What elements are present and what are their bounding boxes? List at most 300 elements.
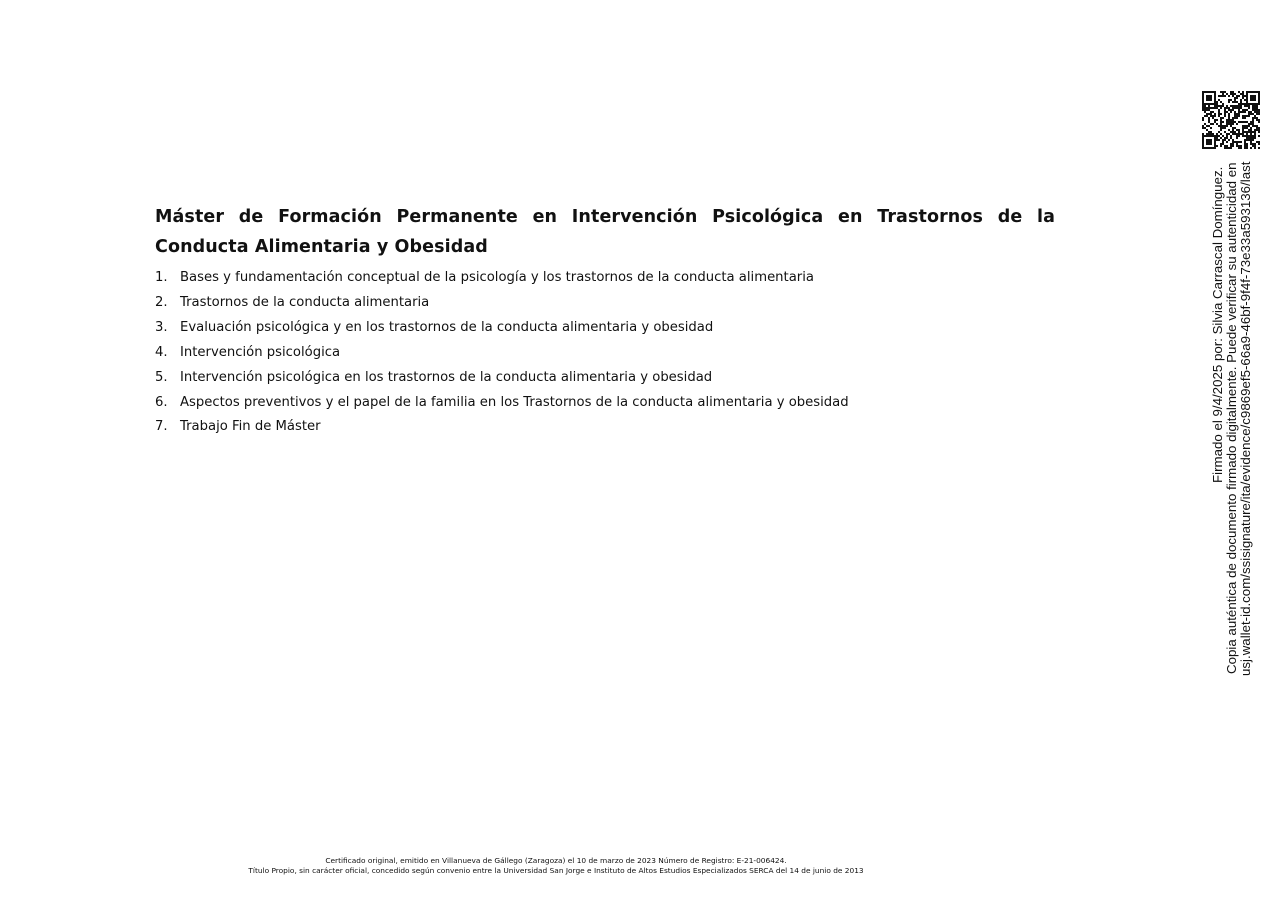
qr-module xyxy=(1228,119,1230,121)
list-item-label: Intervención psicológica xyxy=(180,344,341,360)
certificate-footer xyxy=(0,856,1112,876)
qr-module xyxy=(1228,117,1230,119)
qr-module xyxy=(1230,109,1232,111)
list-item xyxy=(155,316,1055,341)
qr-module xyxy=(1244,109,1246,111)
qr-module xyxy=(1208,91,1210,93)
qr-module xyxy=(1244,125,1246,127)
qr-module xyxy=(1204,109,1206,111)
qr-module xyxy=(1250,137,1252,139)
qr-module xyxy=(1238,91,1240,93)
qr-module xyxy=(1232,141,1234,143)
qr-module xyxy=(1244,99,1246,101)
qr-module xyxy=(1258,99,1260,101)
qr-module xyxy=(1244,141,1246,143)
list-item-label: Aspectos preventivos y el papel de la familia en los Trastornos de la conducta alimentaria y obesidad xyxy=(180,394,849,410)
qr-module xyxy=(1248,103,1250,105)
qr-module xyxy=(1232,121,1234,123)
qr-module xyxy=(1210,113,1212,115)
qr-module xyxy=(1258,121,1260,123)
qr-module xyxy=(1206,95,1208,97)
qr-module xyxy=(1218,111,1220,113)
qr-module xyxy=(1216,137,1218,139)
qr-module xyxy=(1258,127,1260,129)
qr-module xyxy=(1250,147,1252,149)
qr-module xyxy=(1242,117,1244,119)
qr-module xyxy=(1254,147,1256,149)
qr-module xyxy=(1216,119,1218,121)
qr-module xyxy=(1246,99,1248,101)
qr-module xyxy=(1236,135,1238,137)
qr-module xyxy=(1218,95,1220,97)
qr-module xyxy=(1244,117,1246,119)
qr-module xyxy=(1230,125,1232,127)
qr-module xyxy=(1218,105,1220,107)
qr-module xyxy=(1252,123,1254,125)
qr-module xyxy=(1242,121,1244,123)
qr-module xyxy=(1256,111,1258,113)
qr-module xyxy=(1208,109,1210,111)
qr-module xyxy=(1204,123,1206,125)
qr-module xyxy=(1212,117,1214,119)
qr-module xyxy=(1236,129,1238,131)
qr-module xyxy=(1248,91,1250,93)
qr-module xyxy=(1228,139,1230,141)
qr-module xyxy=(1210,99,1212,101)
qr-module xyxy=(1206,133,1208,135)
qr-module xyxy=(1254,145,1256,147)
qr-module xyxy=(1246,91,1248,93)
qr-module xyxy=(1246,139,1248,141)
qr-module xyxy=(1210,147,1212,149)
qr-module xyxy=(1254,143,1256,145)
qr-module xyxy=(1228,129,1230,131)
qr-module xyxy=(1214,103,1216,105)
list-item xyxy=(155,391,1055,416)
qr-module xyxy=(1206,107,1208,109)
qr-module xyxy=(1202,91,1204,93)
signature-line-url[interactable]: usj.wallet-id.com/ssisignature/ita/evidence/c9869ef5-66a9-46bf-9f4f-73e33a593136/last xyxy=(1238,161,1253,676)
qr-module xyxy=(1234,105,1236,107)
qr-module xyxy=(1210,127,1212,129)
qr-module xyxy=(1202,127,1204,129)
list-item xyxy=(155,415,1055,440)
qr-module xyxy=(1228,113,1230,115)
qr-module xyxy=(1206,141,1208,143)
qr-module xyxy=(1256,91,1258,93)
qr-module xyxy=(1214,97,1216,99)
list-item-label: Trastornos de la conducta alimentaria xyxy=(180,294,430,310)
signature-line-signed: Firmado el 9/4/2025 por: Silvia Carrascal Domínguez. xyxy=(1210,166,1225,483)
qr-module xyxy=(1202,137,1204,139)
qr-module xyxy=(1242,91,1244,93)
qr-module xyxy=(1238,133,1240,135)
qr-module xyxy=(1202,101,1204,103)
qr-module xyxy=(1248,139,1250,141)
list-item-number: 5. xyxy=(155,369,168,385)
qr-module xyxy=(1248,111,1250,113)
qr-module xyxy=(1204,105,1206,107)
qr-module xyxy=(1208,135,1210,137)
qr-module xyxy=(1258,91,1260,93)
qr-module xyxy=(1244,105,1246,107)
qr-module xyxy=(1236,145,1238,147)
qr-module xyxy=(1252,105,1254,107)
qr-module xyxy=(1228,123,1230,125)
qr-module xyxy=(1244,143,1246,145)
qr-module xyxy=(1252,117,1254,119)
list-item xyxy=(155,266,1055,291)
qr-module xyxy=(1254,103,1256,105)
qr-module xyxy=(1250,91,1252,93)
qr-module xyxy=(1254,107,1256,109)
module-list xyxy=(155,266,1055,440)
qr-module xyxy=(1230,93,1232,95)
qr-module xyxy=(1244,139,1246,141)
qr-module xyxy=(1206,109,1208,111)
qr-module xyxy=(1208,105,1210,107)
qr-module xyxy=(1206,129,1208,131)
qr-module xyxy=(1210,133,1212,135)
qr-module xyxy=(1236,105,1238,107)
qr-module xyxy=(1214,143,1216,145)
qr-module xyxy=(1238,107,1240,109)
qr-module xyxy=(1226,133,1228,135)
qr-module xyxy=(1238,135,1240,137)
qr-code-icon xyxy=(1202,91,1260,149)
qr-module xyxy=(1258,119,1260,121)
qr-module xyxy=(1248,115,1250,117)
qr-module xyxy=(1258,95,1260,97)
qr-module xyxy=(1214,137,1216,139)
qr-module xyxy=(1258,111,1260,113)
qr-module xyxy=(1224,91,1226,93)
qr-module xyxy=(1250,113,1252,115)
qr-module xyxy=(1212,111,1214,113)
qr-module xyxy=(1256,103,1258,105)
qr-module xyxy=(1258,103,1260,105)
qr-module xyxy=(1238,121,1240,123)
qr-module xyxy=(1222,125,1224,127)
qr-module xyxy=(1242,103,1244,105)
qr-module xyxy=(1214,115,1216,117)
qr-module xyxy=(1208,141,1210,143)
qr-module xyxy=(1252,135,1254,137)
qr-module xyxy=(1250,103,1252,105)
qr-module xyxy=(1234,117,1236,119)
qr-module xyxy=(1230,137,1232,139)
qr-module xyxy=(1248,123,1250,125)
qr-module xyxy=(1206,143,1208,145)
qr-module xyxy=(1226,119,1228,121)
qr-module xyxy=(1210,111,1212,113)
list-item-label: Evaluación psicológica y en los trastornos de la conducta alimentaria y obesidad xyxy=(180,319,714,335)
qr-module xyxy=(1246,97,1248,99)
qr-module xyxy=(1242,97,1244,99)
qr-module xyxy=(1248,125,1250,127)
qr-module xyxy=(1252,137,1254,139)
qr-module xyxy=(1248,135,1250,137)
qr-module xyxy=(1206,103,1208,105)
qr-module xyxy=(1204,107,1206,109)
qr-module xyxy=(1212,147,1214,149)
qr-module xyxy=(1222,127,1224,129)
qr-module xyxy=(1250,95,1252,97)
qr-module xyxy=(1208,107,1210,109)
qr-module xyxy=(1236,107,1238,109)
qr-module xyxy=(1204,147,1206,149)
qr-module xyxy=(1246,145,1248,147)
qr-module xyxy=(1230,111,1232,113)
qr-module xyxy=(1244,115,1246,117)
qr-module xyxy=(1246,109,1248,111)
qr-module xyxy=(1202,97,1204,99)
qr-module xyxy=(1254,95,1256,97)
qr-module xyxy=(1244,127,1246,129)
qr-module xyxy=(1230,145,1232,147)
qr-module xyxy=(1216,107,1218,109)
qr-module xyxy=(1202,95,1204,97)
qr-module xyxy=(1248,105,1250,107)
qr-module xyxy=(1208,125,1210,127)
qr-module xyxy=(1242,125,1244,127)
qr-module xyxy=(1232,101,1234,103)
qr-module xyxy=(1246,121,1248,123)
qr-module xyxy=(1238,109,1240,111)
list-item-number: 7. xyxy=(155,419,168,435)
qr-module xyxy=(1220,117,1222,119)
qr-module xyxy=(1236,113,1238,115)
qr-module xyxy=(1228,95,1230,97)
qr-module xyxy=(1202,125,1204,127)
qr-module xyxy=(1208,119,1210,121)
qr-module xyxy=(1246,137,1248,139)
qr-module xyxy=(1232,107,1234,109)
qr-module xyxy=(1238,113,1240,115)
qr-module xyxy=(1222,117,1224,119)
qr-module xyxy=(1204,115,1206,117)
qr-module xyxy=(1242,135,1244,137)
qr-module xyxy=(1230,135,1232,137)
footer-line-registration: Certificado original, emitido en Villanueva de Gállego (Zaragoza) el 10 de marzo de 2023 Número de Registro: E-21-006424. xyxy=(325,856,787,865)
qr-module xyxy=(1238,129,1240,131)
qr-module xyxy=(1256,119,1258,121)
qr-module xyxy=(1226,93,1228,95)
qr-module xyxy=(1232,117,1234,119)
qr-module xyxy=(1210,115,1212,117)
qr-module xyxy=(1206,125,1208,127)
qr-module xyxy=(1222,121,1224,123)
qr-module xyxy=(1214,101,1216,103)
qr-module xyxy=(1232,123,1234,125)
qr-module xyxy=(1226,145,1228,147)
qr-module xyxy=(1220,113,1222,115)
qr-module xyxy=(1252,109,1254,111)
qr-module xyxy=(1234,133,1236,135)
qr-module xyxy=(1226,111,1228,113)
qr-module xyxy=(1232,95,1234,97)
qr-module xyxy=(1244,131,1246,133)
qr-module xyxy=(1218,99,1220,101)
qr-module xyxy=(1228,147,1230,149)
qr-module xyxy=(1250,141,1252,143)
qr-module xyxy=(1242,129,1244,131)
signature-text-block xyxy=(1210,161,1256,680)
qr-module xyxy=(1220,91,1222,93)
qr-module xyxy=(1252,95,1254,97)
qr-module xyxy=(1246,127,1248,129)
qr-module xyxy=(1244,147,1246,149)
list-item-label: Bases y fundamentación conceptual de la psicología y los trastornos de la conducta alimentaria xyxy=(180,270,814,285)
qr-module xyxy=(1226,141,1228,143)
qr-module xyxy=(1242,111,1244,113)
qr-module xyxy=(1208,113,1210,115)
qr-module xyxy=(1202,107,1204,109)
list-item-label: Intervención psicológica en los trastornos de la conducta alimentaria y obesidad xyxy=(180,369,713,385)
qr-module xyxy=(1224,147,1226,149)
qr-module xyxy=(1258,131,1260,133)
qr-module xyxy=(1206,99,1208,101)
qr-module xyxy=(1256,129,1258,131)
qr-module xyxy=(1258,113,1260,115)
qr-module xyxy=(1220,101,1222,103)
qr-module xyxy=(1252,145,1254,147)
qr-module xyxy=(1214,121,1216,123)
qr-module xyxy=(1202,99,1204,101)
qr-module xyxy=(1236,143,1238,145)
qr-module xyxy=(1246,125,1248,127)
qr-module xyxy=(1214,135,1216,137)
qr-module xyxy=(1250,121,1252,123)
qr-module xyxy=(1222,143,1224,145)
qr-module xyxy=(1242,127,1244,129)
qr-module xyxy=(1216,101,1218,103)
qr-module xyxy=(1256,107,1258,109)
qr-module xyxy=(1220,129,1222,131)
qr-module xyxy=(1240,101,1242,103)
qr-module xyxy=(1214,105,1216,107)
qr-module xyxy=(1240,107,1242,109)
qr-module xyxy=(1242,131,1244,133)
qr-module xyxy=(1222,95,1224,97)
qr-module xyxy=(1208,139,1210,141)
qr-module xyxy=(1238,147,1240,149)
qr-module xyxy=(1240,105,1242,107)
qr-module xyxy=(1252,107,1254,109)
qr-module xyxy=(1238,103,1240,105)
qr-module xyxy=(1228,115,1230,117)
qr-module xyxy=(1234,99,1236,101)
qr-module xyxy=(1222,105,1224,107)
qr-module xyxy=(1226,105,1228,107)
list-item-number: 1. xyxy=(155,270,168,285)
qr-module xyxy=(1204,127,1206,129)
qr-module xyxy=(1224,137,1226,139)
qr-module xyxy=(1258,143,1260,145)
qr-module xyxy=(1238,111,1240,113)
qr-module xyxy=(1210,141,1212,143)
qr-module xyxy=(1254,115,1256,117)
qr-module xyxy=(1216,103,1218,105)
qr-module xyxy=(1202,141,1204,143)
qr-module xyxy=(1236,115,1238,117)
qr-module xyxy=(1204,111,1206,113)
qr-module xyxy=(1252,143,1254,145)
qr-module xyxy=(1254,105,1256,107)
qr-module xyxy=(1212,133,1214,135)
qr-module xyxy=(1230,131,1232,133)
qr-module xyxy=(1230,121,1232,123)
qr-module xyxy=(1222,139,1224,141)
qr-module xyxy=(1240,133,1242,135)
qr-module xyxy=(1250,111,1252,113)
document-body xyxy=(155,202,1055,440)
qr-module xyxy=(1246,147,1248,149)
qr-module xyxy=(1208,95,1210,97)
qr-module xyxy=(1248,137,1250,139)
qr-module xyxy=(1218,125,1220,127)
qr-module xyxy=(1250,135,1252,137)
qr-module xyxy=(1234,121,1236,123)
qr-module xyxy=(1232,145,1234,147)
qr-module xyxy=(1210,135,1212,137)
qr-module xyxy=(1252,139,1254,141)
qr-module xyxy=(1232,131,1234,133)
qr-module xyxy=(1258,147,1260,149)
qr-module xyxy=(1244,145,1246,147)
qr-module xyxy=(1206,139,1208,141)
qr-module xyxy=(1250,129,1252,131)
qr-module xyxy=(1242,93,1244,95)
qr-module xyxy=(1220,125,1222,127)
qr-module xyxy=(1232,119,1234,121)
qr-module xyxy=(1222,135,1224,137)
qr-module xyxy=(1238,115,1240,117)
qr-module xyxy=(1210,143,1212,145)
list-item-number: 4. xyxy=(155,344,168,360)
qr-module xyxy=(1224,131,1226,133)
qr-module xyxy=(1236,97,1238,99)
list-item xyxy=(155,341,1055,366)
qr-module xyxy=(1210,103,1212,105)
qr-module xyxy=(1204,135,1206,137)
qr-module xyxy=(1236,137,1238,139)
qr-module xyxy=(1206,115,1208,117)
qr-module xyxy=(1220,123,1222,125)
qr-module xyxy=(1206,135,1208,137)
qr-module xyxy=(1228,109,1230,111)
qr-module xyxy=(1222,93,1224,95)
qr-module xyxy=(1220,107,1222,109)
qr-module xyxy=(1254,111,1256,113)
qr-module xyxy=(1250,139,1252,141)
qr-module xyxy=(1216,105,1218,107)
qr-module xyxy=(1226,147,1228,149)
qr-module xyxy=(1218,113,1220,115)
qr-module xyxy=(1254,97,1256,99)
qr-module xyxy=(1226,125,1228,127)
qr-module xyxy=(1242,115,1244,117)
qr-module xyxy=(1214,141,1216,143)
qr-module xyxy=(1202,135,1204,137)
qr-module xyxy=(1244,135,1246,137)
qr-module xyxy=(1250,143,1252,145)
qr-module xyxy=(1214,145,1216,147)
qr-module xyxy=(1258,135,1260,137)
qr-module xyxy=(1212,107,1214,109)
qr-module xyxy=(1244,121,1246,123)
qr-module xyxy=(1204,91,1206,93)
